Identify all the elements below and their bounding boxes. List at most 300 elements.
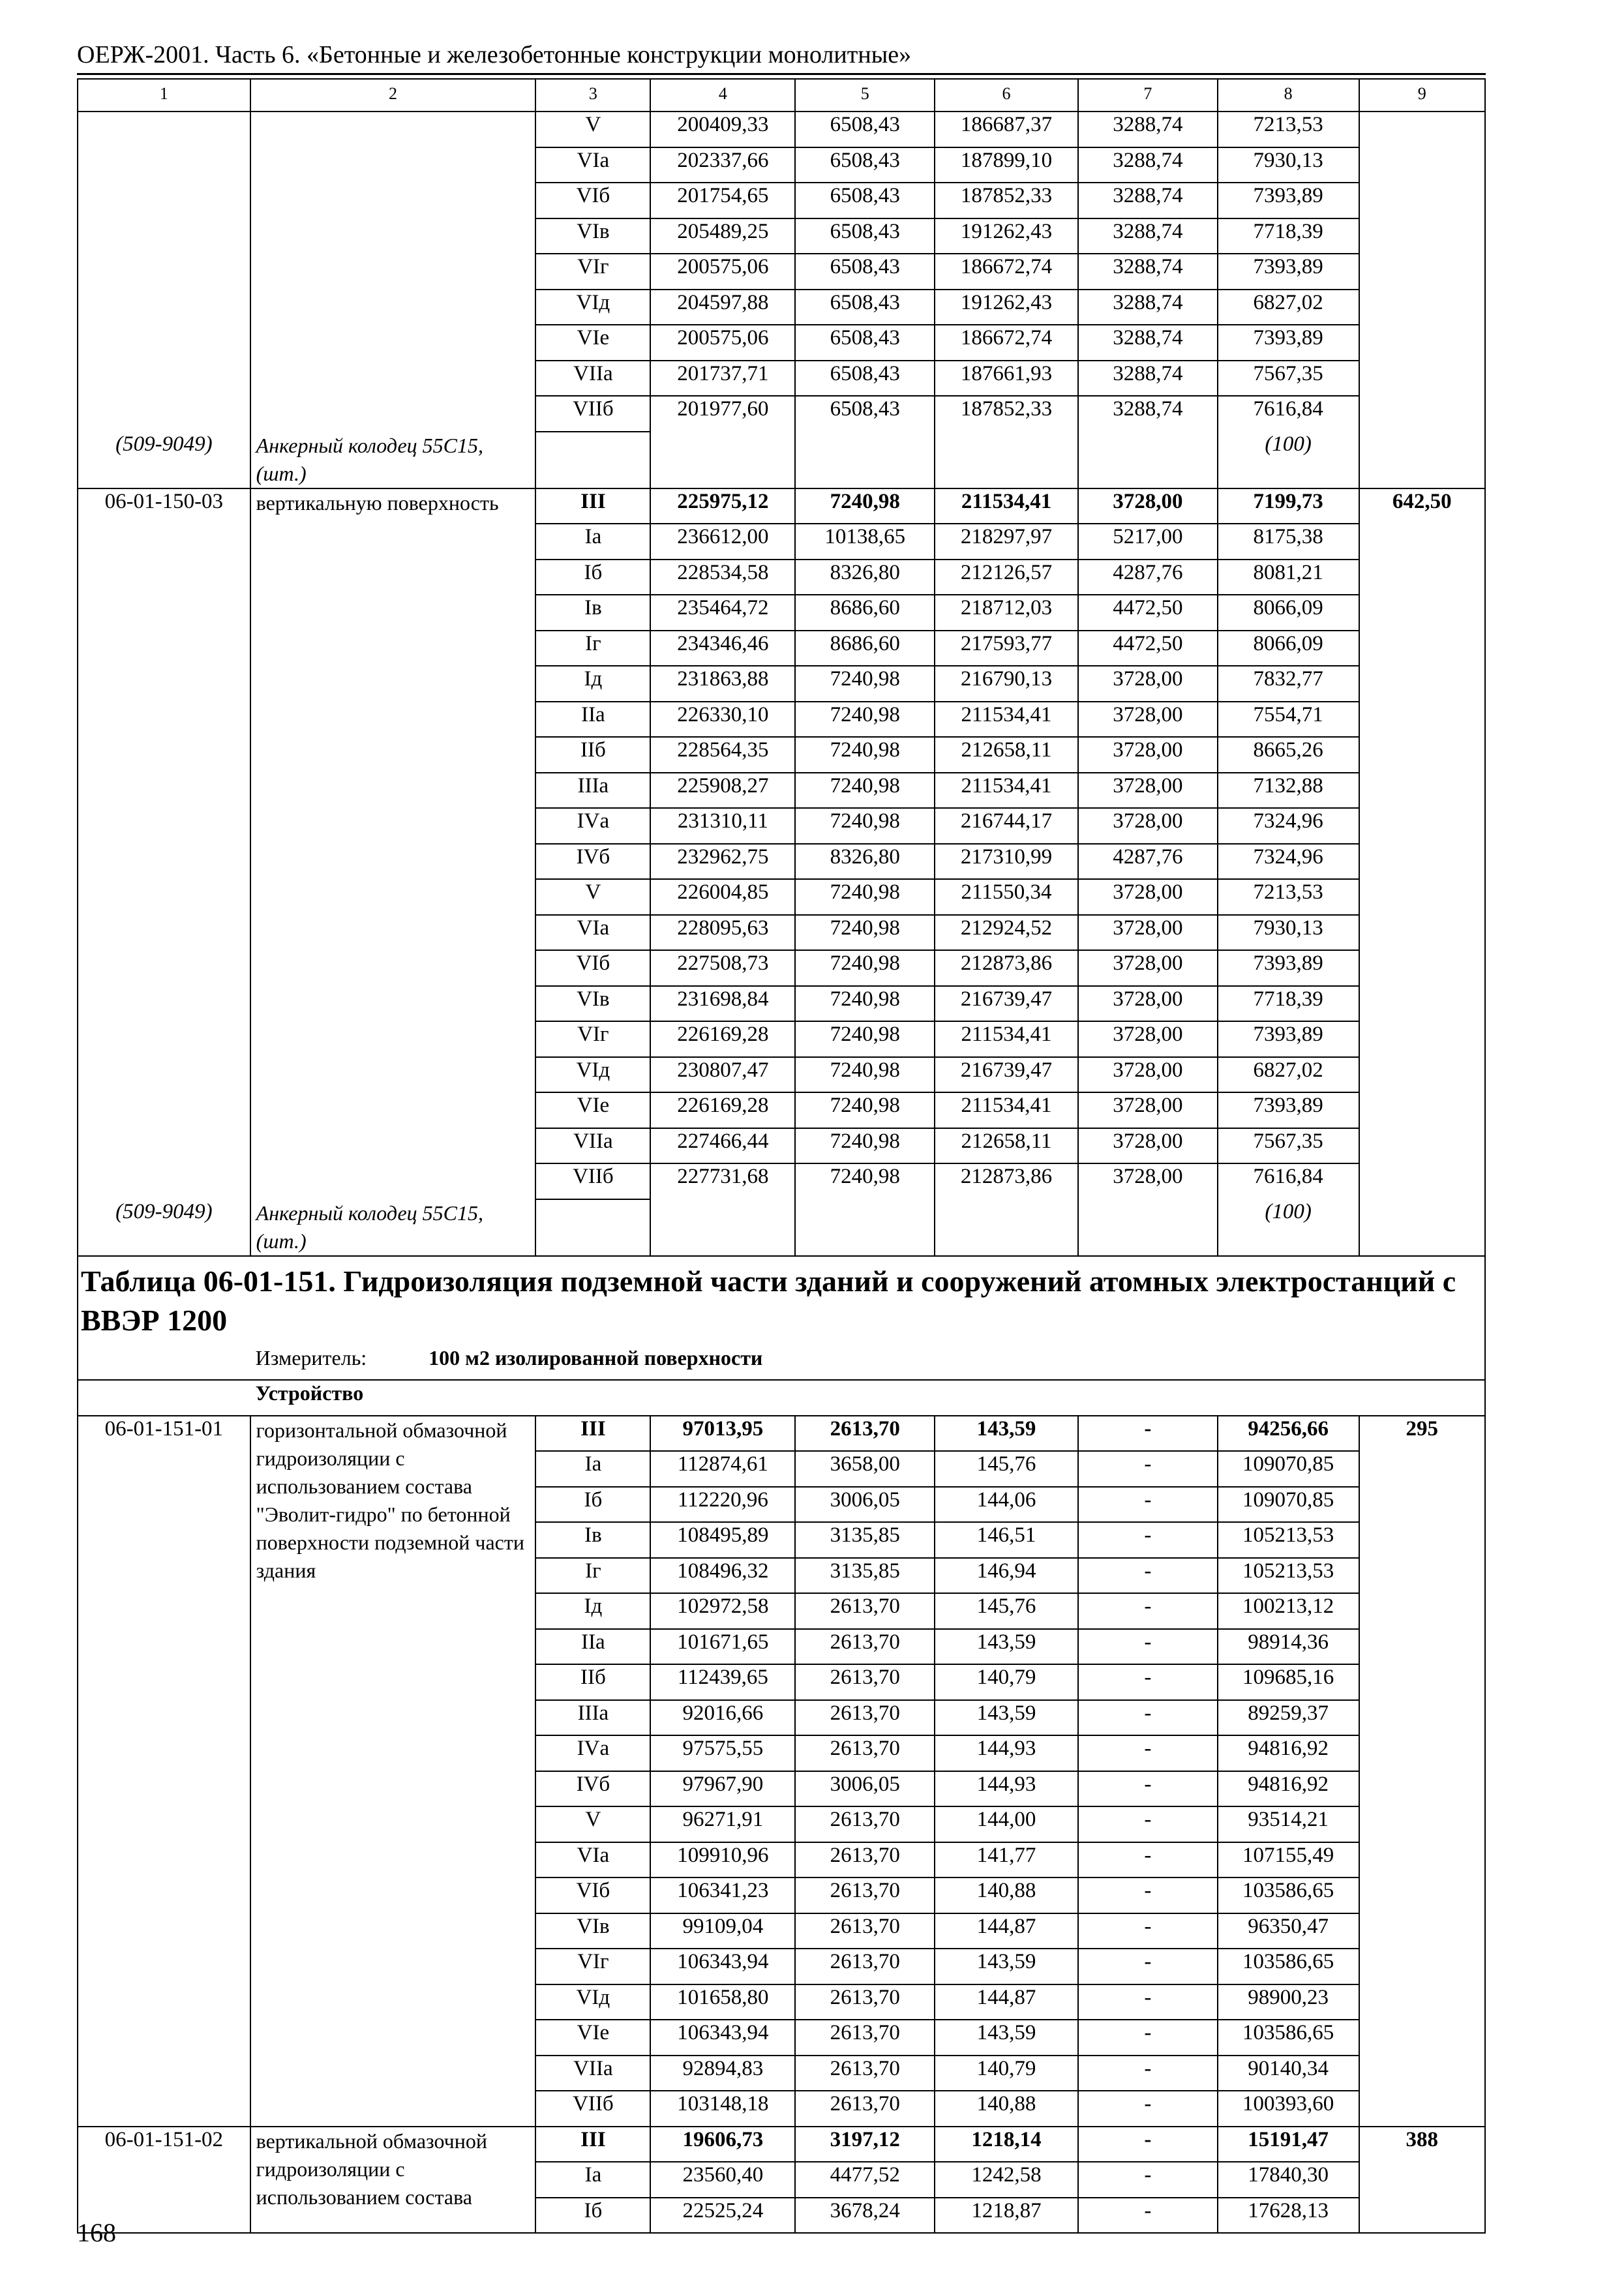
value-cell: 225908,27 [650,773,795,809]
value-cell: 6508,43 [795,361,935,396]
value-cell: 94256,66 [1218,1416,1359,1452]
value-cell: 7616,84 [1218,1163,1359,1199]
region-zone: VIб [535,950,650,986]
value-cell: 8175,38 [1218,524,1359,560]
region-zone: VIг [535,254,650,290]
region-zone: IIIа [535,773,650,809]
value-cell: - [1078,1735,1218,1771]
region-zone: IVб [535,1771,650,1807]
resource-row [78,432,1485,488]
value-cell: 3728,00 [1078,915,1218,951]
value-cell: - [1078,1913,1218,1949]
region-zone: VIIа [535,2056,650,2091]
value-cell: 7240,98 [795,879,935,915]
value-cell: 227731,68 [650,1163,795,1199]
value-cell: 7393,89 [1218,950,1359,986]
value-cell: 143,59 [935,2020,1078,2056]
value-cell: 7832,77 [1218,666,1359,702]
value-cell: 186672,74 [935,254,1078,290]
value-cell: 7393,89 [1218,183,1359,218]
value-cell: 96350,47 [1218,1913,1359,1949]
value-cell: 7240,98 [795,986,935,1022]
value-cell: 98914,36 [1218,1629,1359,1665]
value-cell: 4472,50 [1078,595,1218,631]
value-cell: 212126,57 [935,560,1078,595]
value-cell: 141,77 [935,1842,1078,1878]
region-zone: VIг [535,1949,650,1984]
value-cell: 6508,43 [795,254,935,290]
value-cell: 97013,95 [650,1416,795,1452]
value-cell: 1218,87 [935,2198,1078,2234]
value-cell: 3288,74 [1078,254,1218,290]
value-cell: 234346,46 [650,631,795,666]
value-cell: 3728,00 [1078,666,1218,702]
labor-cost: 642,50 [1359,488,1485,1199]
value-cell: 140,79 [935,2056,1078,2091]
resource-row [78,1199,1485,1256]
value-cell: 227508,73 [650,950,795,986]
measure-label: Измеритель: [255,1345,367,1369]
region-zone: V [535,112,650,147]
value-cell: 232962,75 [650,844,795,880]
value-cell: 94816,92 [1218,1735,1359,1771]
region-zone: Iа [535,524,650,560]
value-cell: 8081,21 [1218,560,1359,595]
value-cell: 103586,65 [1218,1949,1359,1984]
value-cell: 98900,23 [1218,1984,1359,2020]
region-zone: VIIб [535,396,650,432]
value-cell: 7324,96 [1218,844,1359,880]
value-cell: 2613,70 [795,1949,935,1984]
value-cell: 103586,65 [1218,2020,1359,2056]
value-cell: 6508,43 [795,147,935,183]
region-zone: VIа [535,915,650,951]
measure-value: 100 м2 изолированной поверхности [429,1345,763,1369]
value-cell: 200575,06 [650,325,795,361]
value-cell: 93514,21 [1218,1806,1359,1842]
resource-code: (509-9049) [78,432,250,488]
value-cell: 3288,74 [1078,218,1218,254]
value-cell: 226330,10 [650,702,795,738]
value-cell: 200409,33 [650,112,795,147]
empty-cell [535,1199,650,1256]
value-cell: 3728,00 [1078,773,1218,809]
value-cell: 202337,66 [650,147,795,183]
value-cell: 2613,70 [795,1735,935,1771]
empty-cell [250,112,536,432]
value-cell: 7616,84 [1218,396,1359,432]
table-title: Таблица 06-01-151. Гидроизоляция подземной части зданий и сооружений атомных электростанций с ВВЭР 1200 [78,1256,1485,1345]
value-cell: 144,87 [935,1984,1078,2020]
value-cell: 3728,00 [1078,702,1218,738]
value-cell: 17628,13 [1218,2198,1359,2234]
region-zone: VIб [535,183,650,218]
value-cell: 230807,47 [650,1057,795,1093]
value-cell: 112439,65 [650,1664,795,1700]
value-cell: 7930,13 [1218,147,1359,183]
value-cell: 108496,32 [650,1558,795,1594]
column-number: 9 [1359,79,1485,112]
row-code: 06-01-150-03 [78,488,250,1199]
value-cell: 17840,30 [1218,2162,1359,2198]
value-cell: 216739,47 [935,986,1078,1022]
value-cell: 187899,10 [935,147,1078,183]
value-cell: 7240,98 [795,737,935,773]
region-zone: V [535,879,650,915]
value-cell: 144,93 [935,1735,1078,1771]
region-zone: IIб [535,737,650,773]
region-zone: VIв [535,218,650,254]
value-cell: 90140,34 [1218,2056,1359,2091]
value-cell: - [1078,1522,1218,1558]
page-number: 168 [77,2218,116,2247]
value-cell: - [1078,1984,1218,2020]
region-zone: Iа [535,2162,650,2198]
value-cell: 2613,70 [795,2091,935,2127]
column-number-row [78,79,1485,112]
value-cell: 143,59 [935,1629,1078,1665]
region-zone: Iа [535,1451,650,1487]
measure-unit [250,1345,1485,1381]
value-cell: 107155,49 [1218,1842,1359,1878]
value-cell: 7240,98 [795,1057,935,1093]
value-cell: 212658,11 [935,1128,1078,1164]
column-number: 3 [535,79,650,112]
value-cell: 7393,89 [1218,1021,1359,1057]
empty-cell [1359,432,1485,488]
value-cell: 144,00 [935,1806,1078,1842]
table-row [78,1416,1485,1452]
value-cell: 7393,89 [1218,254,1359,290]
value-cell: 7240,98 [795,1021,935,1057]
value-cell: 7567,35 [1218,361,1359,396]
section-heading: Устройство [250,1380,1485,1416]
empty-cell [795,432,935,488]
value-cell: 7240,98 [795,666,935,702]
row-code: 06-01-151-02 [78,2127,250,2234]
resource-code: (509-9049) [78,1199,250,1256]
table-row [78,2127,1485,2162]
region-zone: VIе [535,325,650,361]
running-header: ОЕРЖ-2001. Часть 6. «Бетонные и железобетонные конструкции монолитные» [77,41,912,68]
value-cell: 200575,06 [650,254,795,290]
value-cell: 211534,41 [935,1092,1078,1128]
region-zone: Iд [535,1593,650,1629]
value-cell: 187661,93 [935,361,1078,396]
value-cell: - [1078,2091,1218,2127]
value-cell: 227466,44 [650,1128,795,1164]
value-cell: 7324,96 [1218,808,1359,844]
value-cell: 92016,66 [650,1700,795,1736]
value-cell: - [1078,1664,1218,1700]
value-cell: 6827,02 [1218,1057,1359,1093]
region-zone: VIIа [535,1128,650,1164]
region-zone: III [535,2127,650,2162]
row-description: горизонтальной обмазочной гидроизоляции с использованием состава "Эволит-гидро" по бетонной поверхности подземной части здания [250,1416,536,2127]
value-cell: 103586,65 [1218,1878,1359,1913]
value-cell: 191262,43 [935,218,1078,254]
value-cell: 3678,24 [795,2198,935,2234]
value-cell: 112220,96 [650,1487,795,1523]
value-cell: 97967,90 [650,1771,795,1807]
region-zone: III [535,488,650,524]
value-cell: 3728,00 [1078,1021,1218,1057]
table-row [78,488,1485,524]
value-cell: 3728,00 [1078,1128,1218,1164]
value-cell: - [1078,1416,1218,1452]
value-cell: 7132,88 [1218,773,1359,809]
value-cell: 7199,73 [1218,488,1359,524]
empty-cell [935,432,1078,488]
region-zone: VIа [535,147,650,183]
value-cell: - [1078,1806,1218,1842]
region-zone: Iб [535,560,650,595]
value-cell: 204597,88 [650,290,795,325]
column-number: 8 [1218,79,1359,112]
value-cell: 186687,37 [935,112,1078,147]
value-cell: 217310,99 [935,844,1078,880]
value-cell: 6508,43 [795,112,935,147]
region-zone: VIе [535,2020,650,2056]
value-cell: 3288,74 [1078,361,1218,396]
resource-name: Анкерный колодец 55С15, (шт.) [250,432,536,488]
value-cell: 92894,83 [650,2056,795,2091]
value-cell: 2613,70 [795,1416,935,1452]
value-cell: 7393,89 [1218,325,1359,361]
region-zone: VIб [535,1878,650,1913]
empty-cell [935,1199,1078,1256]
row-description: вертикальную поверхность [250,488,536,1199]
section-row [78,1380,1485,1416]
value-cell: 218297,97 [935,524,1078,560]
value-cell: 106343,94 [650,2020,795,2056]
value-cell: 101671,65 [650,1629,795,1665]
value-cell: - [1078,1949,1218,1984]
value-cell: 211534,41 [935,488,1078,524]
value-cell: 4477,52 [795,2162,935,2198]
value-cell: 2613,70 [795,2020,935,2056]
value-cell: 144,93 [935,1771,1078,1807]
value-cell: 6508,43 [795,183,935,218]
empty-cell [1078,432,1218,488]
value-cell: 144,87 [935,1913,1078,1949]
value-cell: 3728,00 [1078,1057,1218,1093]
value-cell: 225975,12 [650,488,795,524]
value-cell: 94816,92 [1218,1771,1359,1807]
region-zone: VIа [535,1842,650,1878]
value-cell: - [1078,2162,1218,2198]
value-cell: 187852,33 [935,396,1078,432]
value-cell: 228095,63 [650,915,795,951]
value-cell: 89259,37 [1218,1700,1359,1736]
table-title-row [78,1256,1485,1345]
value-cell: 100393,60 [1218,2091,1359,2127]
column-number: 1 [78,79,250,112]
value-cell: 6508,43 [795,396,935,432]
value-cell: 6508,43 [795,325,935,361]
value-cell: 105213,53 [1218,1558,1359,1594]
value-cell: 22525,24 [650,2198,795,2234]
value-cell: 8066,09 [1218,595,1359,631]
value-cell: 212924,52 [935,915,1078,951]
value-cell: 112874,61 [650,1451,795,1487]
value-cell: 186672,74 [935,325,1078,361]
value-cell: 105213,53 [1218,1522,1359,1558]
empty-cell [1359,112,1485,432]
header-rule [77,73,1486,75]
value-cell: 7240,98 [795,950,935,986]
region-zone: IIб [535,1664,650,1700]
value-cell: 100213,12 [1218,1593,1359,1629]
value-cell: 7213,53 [1218,112,1359,147]
value-cell: 201737,71 [650,361,795,396]
region-zone: VIе [535,1092,650,1128]
value-cell: 3728,00 [1078,1092,1218,1128]
region-zone: IVа [535,808,650,844]
value-cell: 15191,47 [1218,2127,1359,2162]
region-zone: VIг [535,1021,650,1057]
region-zone: IVб [535,844,650,880]
region-zone: III [535,1416,650,1452]
column-number: 4 [650,79,795,112]
region-zone: V [535,1806,650,1842]
region-zone: IIIа [535,1700,650,1736]
value-cell: - [1078,1700,1218,1736]
value-cell: 231863,88 [650,666,795,702]
value-cell: 3197,12 [795,2127,935,2162]
region-zone: Iб [535,2198,650,2234]
value-cell: 2613,70 [795,1878,935,1913]
value-cell: 7240,98 [795,773,935,809]
value-cell: 8326,80 [795,560,935,595]
region-zone: VIIб [535,1163,650,1199]
value-cell: - [1078,1451,1218,1487]
value-cell: 109070,85 [1218,1451,1359,1487]
value-cell: - [1078,2127,1218,2162]
value-cell: 146,51 [935,1522,1078,1558]
value-cell: 228534,58 [650,560,795,595]
value-cell: 7240,98 [795,915,935,951]
value-cell: 4287,76 [1078,844,1218,880]
value-cell: 7240,98 [795,488,935,524]
value-cell: 3728,00 [1078,1163,1218,1199]
value-cell: 96271,91 [650,1806,795,1842]
value-cell: 7240,98 [795,808,935,844]
value-cell: 108495,89 [650,1522,795,1558]
value-cell: 4472,50 [1078,631,1218,666]
region-zone: Iв [535,595,650,631]
value-cell: 216790,13 [935,666,1078,702]
value-cell: 3658,00 [795,1451,935,1487]
value-cell: 146,94 [935,1558,1078,1594]
column-number: 6 [935,79,1078,112]
region-zone: Iд [535,666,650,702]
value-cell: 211534,41 [935,702,1078,738]
region-zone: VIд [535,1984,650,2020]
row-code: 06-01-151-01 [78,1416,250,2127]
value-cell: 235464,72 [650,595,795,631]
value-cell: 2613,70 [795,1806,935,1842]
value-cell: 103148,18 [650,2091,795,2127]
value-cell: 140,88 [935,2091,1078,2127]
value-cell: - [1078,1878,1218,1913]
value-cell: 23560,40 [650,2162,795,2198]
value-cell: 2613,70 [795,1593,935,1629]
value-cell: - [1078,1771,1218,1807]
value-cell: 106341,23 [650,1878,795,1913]
region-zone: Iб [535,1487,650,1523]
value-cell: 106343,94 [650,1949,795,1984]
value-cell: 8066,09 [1218,631,1359,666]
empty-cell [535,432,650,488]
value-cell: 1218,14 [935,2127,1078,2162]
value-cell: 3006,05 [795,1771,935,1807]
empty-cell [795,1199,935,1256]
value-cell: 102972,58 [650,1593,795,1629]
value-cell: 3728,00 [1078,808,1218,844]
value-cell: 145,76 [935,1593,1078,1629]
value-cell: 205489,25 [650,218,795,254]
value-cell: - [1078,2020,1218,2056]
region-zone: VIд [535,1057,650,1093]
labor-cost: 388 [1359,2127,1485,2234]
value-cell: 2613,70 [795,1664,935,1700]
value-cell: 3288,74 [1078,325,1218,361]
value-cell: 3288,74 [1078,112,1218,147]
region-zone: VIв [535,1913,650,1949]
value-cell: 6827,02 [1218,290,1359,325]
empty-cell [1359,1199,1485,1256]
column-number: 5 [795,79,935,112]
value-cell: 3135,85 [795,1522,935,1558]
value-cell: 143,59 [935,1700,1078,1736]
region-zone: Iг [535,631,650,666]
empty-cell [78,1380,250,1416]
value-cell: 7718,39 [1218,218,1359,254]
table-row [78,112,1485,147]
resource-quantity: (100) [1218,432,1359,488]
measure-row [78,1345,1485,1381]
region-zone: VIд [535,290,650,325]
value-cell: 201977,60 [650,396,795,432]
value-cell: 226169,28 [650,1021,795,1057]
value-cell: 212658,11 [935,737,1078,773]
value-cell: 7213,53 [1218,879,1359,915]
value-cell: - [1078,1842,1218,1878]
value-cell: 109070,85 [1218,1487,1359,1523]
value-cell: 1242,58 [935,2162,1078,2198]
value-cell: 145,76 [935,1451,1078,1487]
value-cell: 2613,70 [795,1700,935,1736]
value-cell: 7240,98 [795,1092,935,1128]
value-cell: 231310,11 [650,808,795,844]
value-cell: 7718,39 [1218,986,1359,1022]
empty-cell [78,112,250,432]
value-cell: 109910,96 [650,1842,795,1878]
region-zone: Iг [535,1558,650,1594]
region-zone: IIа [535,1629,650,1665]
value-cell: 187852,33 [935,183,1078,218]
value-cell: 226169,28 [650,1092,795,1128]
value-cell: 7240,98 [795,1163,935,1199]
value-cell: 3728,00 [1078,879,1218,915]
value-cell: 212873,86 [935,1163,1078,1199]
empty-cell [1078,1199,1218,1256]
value-cell: 218712,03 [935,595,1078,631]
empty-cell [650,1199,795,1256]
value-cell: 2613,70 [795,1984,935,2020]
empty-cell [650,432,795,488]
